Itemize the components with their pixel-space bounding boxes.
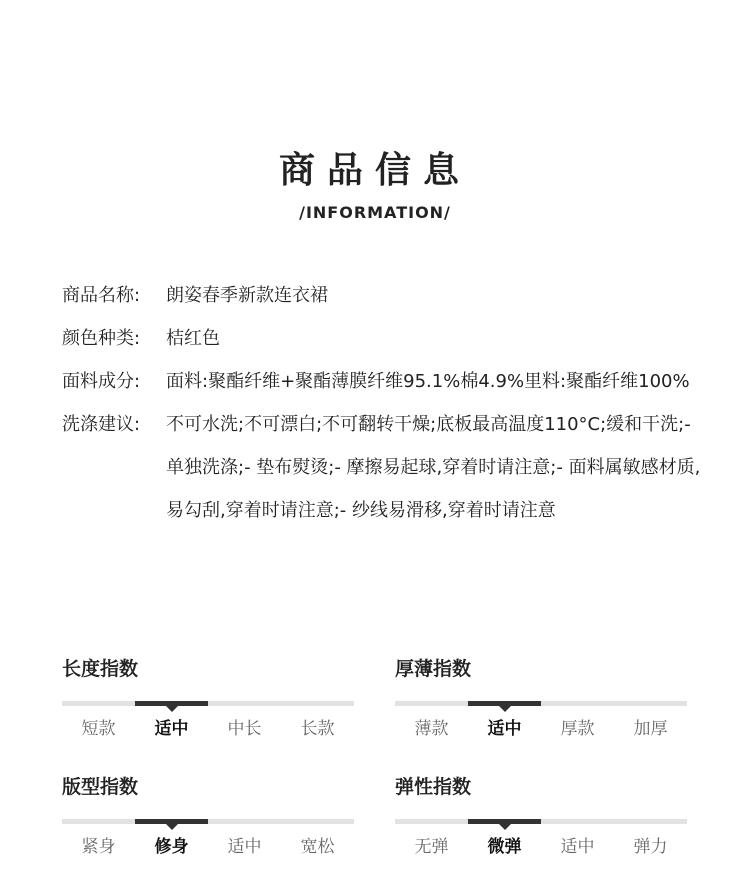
info-row-washing	[62, 403, 702, 532]
scale-title: 弹性指数	[395, 776, 472, 798]
scale-option: 微弹	[487, 837, 522, 857]
info-row-product-name	[62, 274, 702, 317]
scale-option: 适中	[487, 719, 522, 739]
scale-title: 长度指数	[62, 658, 139, 680]
scale-option: 厚款	[560, 719, 595, 739]
scale-options	[62, 836, 354, 858]
thickness-index-scale	[395, 657, 687, 740]
elasticity-index-scale	[395, 775, 687, 858]
info-label: 颜色种类:	[62, 328, 141, 349]
scale-option: 弹力	[633, 837, 668, 857]
scale-title: 版型指数	[62, 776, 139, 798]
scale-track	[62, 701, 354, 706]
scale-option: 加厚	[633, 719, 668, 739]
scale-options	[395, 718, 687, 740]
info-label: 商品名称:	[62, 285, 141, 306]
fit-index-scale	[62, 775, 354, 858]
length-index-scale	[62, 657, 354, 740]
info-label: 洗涤建议:	[62, 414, 141, 435]
info-label: 面料成分:	[62, 371, 141, 392]
info-value: 面料:聚酯纤维+聚酯薄膜纤维95.1%棉4.9%里料:聚酯纤维100%	[166, 371, 690, 392]
scale-options	[62, 718, 354, 740]
info-row-color	[62, 317, 702, 360]
info-value: 不可水洗;不可漂白;不可翻转干燥;底板最高温度110°C;缓和干洗;- 单独洗涤;- 垫布熨烫;- 摩擦易起球,穿着时请注意;- 面料属敏感材质,易勾刮,穿着时请注意;- 纱线易滑移,穿着时请注意	[166, 414, 701, 521]
scale-option: 薄款	[414, 719, 449, 739]
scale-option: 适中	[227, 837, 262, 857]
info-row-fabric	[62, 360, 702, 403]
info-value: 桔红色	[166, 328, 220, 349]
scale-option: 适中	[154, 719, 189, 739]
scale-options	[395, 836, 687, 858]
scale-option: 宽松	[300, 837, 335, 857]
scale-option: 修身	[154, 837, 189, 857]
scale-option: 适中	[560, 837, 595, 857]
page-subtitle: /INFORMATION/	[299, 203, 451, 222]
page-title: 商品信息	[278, 150, 471, 191]
scale-track	[395, 701, 687, 706]
scale-selected-marker	[135, 701, 208, 706]
info-value: 朗姿春季新款连衣裙	[166, 285, 328, 306]
scale-option: 无弹	[414, 837, 449, 857]
scale-option: 中长	[227, 719, 262, 739]
product-info-list	[62, 274, 702, 532]
scale-track	[62, 819, 354, 824]
scale-option: 紧身	[81, 837, 116, 857]
scale-selected-marker	[468, 701, 541, 706]
scale-title: 厚薄指数	[395, 658, 472, 680]
scale-selected-marker	[468, 819, 541, 824]
scale-track	[395, 819, 687, 824]
scale-selected-marker	[135, 819, 208, 824]
scale-option: 短款	[81, 719, 116, 739]
scale-option: 长款	[300, 719, 335, 739]
